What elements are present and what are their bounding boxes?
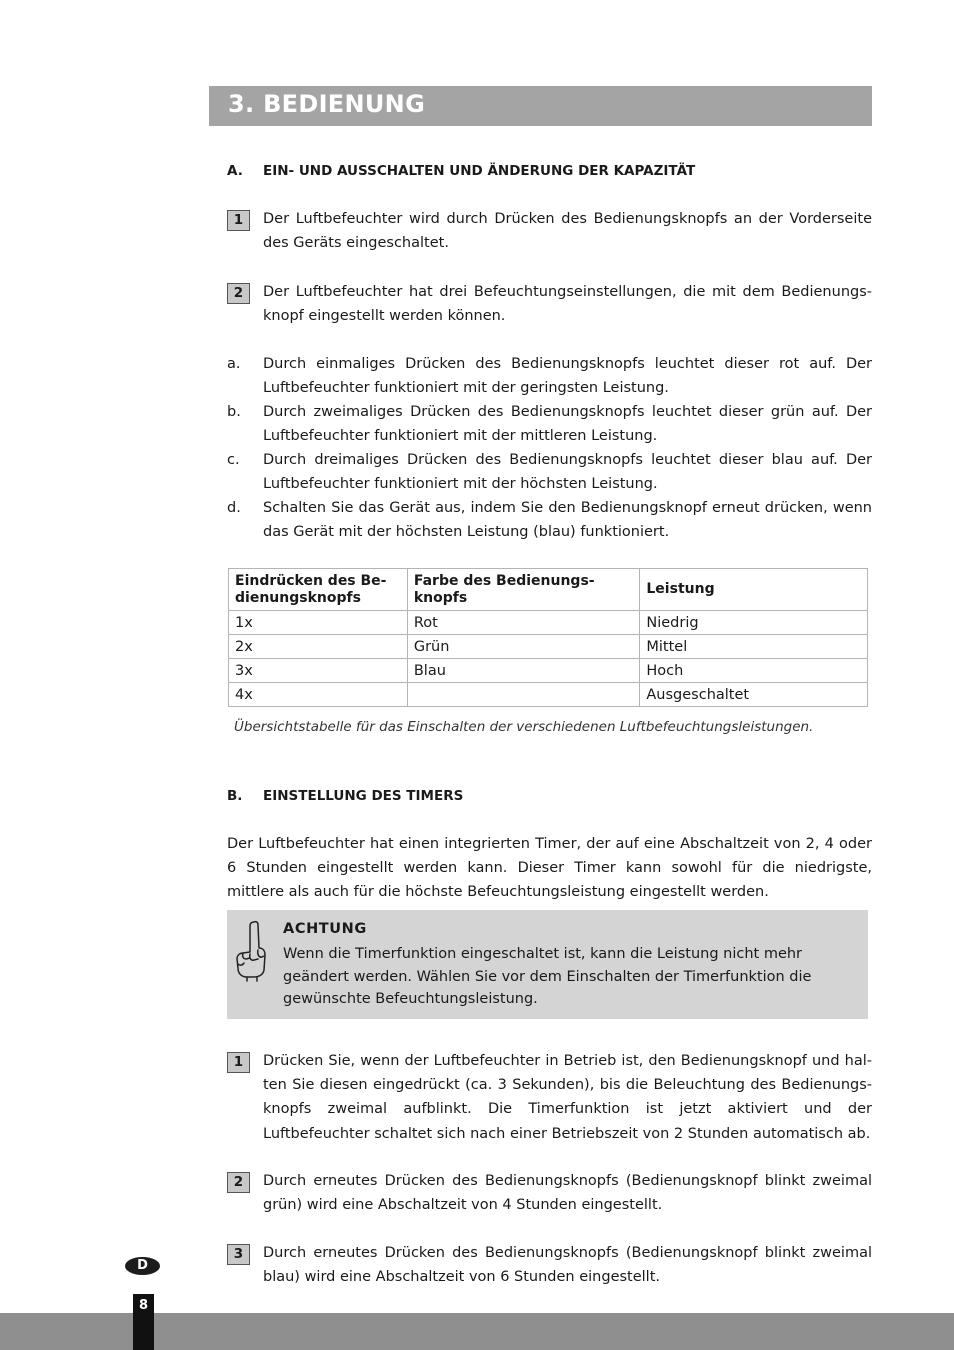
step-number-badge: 3 — [227, 1244, 250, 1265]
list-item-letter: b. — [227, 404, 241, 420]
step-number-badge: 2 — [227, 1172, 250, 1193]
table-cell: Grün — [407, 635, 640, 659]
table-caption: Übersichtstabelle für das Einschalten der verschiedenen Luftbefeuchtungsleistungen. — [234, 719, 814, 735]
section-a-letter: A. — [227, 163, 243, 179]
chapter-header — [209, 86, 872, 126]
pointing-finger-icon — [233, 918, 269, 982]
page-number: 8 — [138, 1298, 149, 1313]
table-cell: Mittel — [640, 635, 868, 659]
step-text: Durch erneutes Drücken des Bedienungsknopfs (Bedienungsknopf blinkt zweimal grün) wird eine Abschaltzeit von 4 Stunden eingestellt. — [263, 1173, 872, 1214]
overview-table — [228, 568, 868, 707]
section-b-intro: Der Luftbefeuchter hat einen integrierten Timer, der auf eine Abschaltzeit von 2, 4 oder 6 Stunden eingestellt werden kann. Dieser Timer kann sowohl für die niedrigste, mittlere als auch für die höchste Befeuchtungsleistung eingestellt werden. — [227, 836, 872, 901]
list-item-letter: d. — [227, 500, 241, 516]
chapter-title: 3. BEDIENUNG — [228, 90, 426, 118]
section-b-letter: B. — [227, 788, 243, 804]
page-number-tab — [133, 1294, 154, 1350]
table-header-cell: Eindrücken des Be-dienungsknopfs — [229, 569, 408, 611]
section-b-title: EINSTELLUNG DES TIMERS — [263, 788, 464, 804]
table-cell: 4x — [229, 683, 408, 707]
table-cell: 3x — [229, 659, 408, 683]
table-header-cell: Farbe des Bedienungs-knopfs — [407, 569, 640, 611]
table-row — [229, 635, 868, 659]
list-item-letter: c. — [227, 452, 240, 468]
table-cell — [407, 683, 640, 707]
table-cell: Ausgeschaltet — [640, 683, 868, 707]
table-cell: 1x — [229, 611, 408, 635]
language-badge: D — [125, 1257, 160, 1275]
table-cell: Hoch — [640, 659, 868, 683]
table-header-row — [229, 569, 868, 611]
step-text: Der Luftbefeuchter hat drei Befeuchtungseinstellungen, die mit dem Bedienungs-knopf eingestellt werden können. — [263, 284, 872, 325]
table-cell: Blau — [407, 659, 640, 683]
step-text: Der Luftbefeuchter wird durch Drücken des Bedienungsknopfs an der Vorderseite des Geräts eingeschaltet. — [263, 211, 872, 252]
table-row — [229, 683, 868, 707]
list-item-text: Schalten Sie das Gerät aus, indem Sie den Bedienungsknopf erneut drücken, wenn das Gerät mit der höchsten Leistung (blau) funktioniert. — [263, 500, 872, 540]
table-cell: 2x — [229, 635, 408, 659]
table-row — [229, 611, 868, 635]
step-number-badge: 1 — [227, 1052, 250, 1073]
list-item-text: Durch zweimaliges Drücken des Bedienungsknopfs leuchtet dieser grün auf. Der Luftbefeuchter funktioniert mit der mittleren Leistung. — [263, 404, 872, 444]
table-header-cell: Leistung — [640, 569, 868, 611]
warning-title: ACHTUNG — [283, 921, 367, 937]
table-cell: Niedrig — [640, 611, 868, 635]
step-number-badge: 1 — [227, 210, 250, 231]
table-cell: Rot — [407, 611, 640, 635]
warning-text: Wenn die Timerfunktion eingeschaltet ist, kann die Leistung nicht mehr geändert werden. Wählen Sie vor dem Einschalten der Timerfunktion die gewünschte Befeuchtungsleistung. — [283, 946, 812, 1007]
table-row — [229, 659, 868, 683]
step-text: Durch erneutes Drücken des Bedienungsknopfs (Bedienungsknopf blinkt zweimal blau) wird eine Abschaltzeit von 6 Stunden eingestellt. — [263, 1245, 872, 1286]
step-text: Drücken Sie, wenn der Luftbefeuchter in Betrieb ist, den Bedienungsknopf und hal-ten Sie diesen eingedrückt (ca. 3 Sekunden), bis die Beleuchtung des Bedienungs-knopfs zweimal aufblinkt. Die Timerfunktion ist jetzt aktiviert und der Luftbefeuchter schaltet sich nach einer Betriebszeit von 2 Stunden automatisch ab. — [263, 1053, 872, 1142]
section-a-title: EIN- UND AUSSCHALTEN UND ÄNDERUNG DER KAPAZITÄT — [263, 163, 696, 179]
list-item-text: Durch dreimaliges Drücken des Bedienungsknopfs leuchtet dieser blau auf. Der Luftbefeuchter funktioniert mit der höchsten Leistung. — [263, 452, 872, 492]
warning-box — [227, 910, 868, 1019]
list-item-letter: a. — [227, 356, 241, 372]
step-number-badge: 2 — [227, 283, 250, 304]
list-item-text: Durch einmaliges Drücken des Bedienungsknopfs leuchtet dieser rot auf. Der Luftbefeuchter funktioniert mit der geringsten Leistung. — [263, 356, 872, 396]
